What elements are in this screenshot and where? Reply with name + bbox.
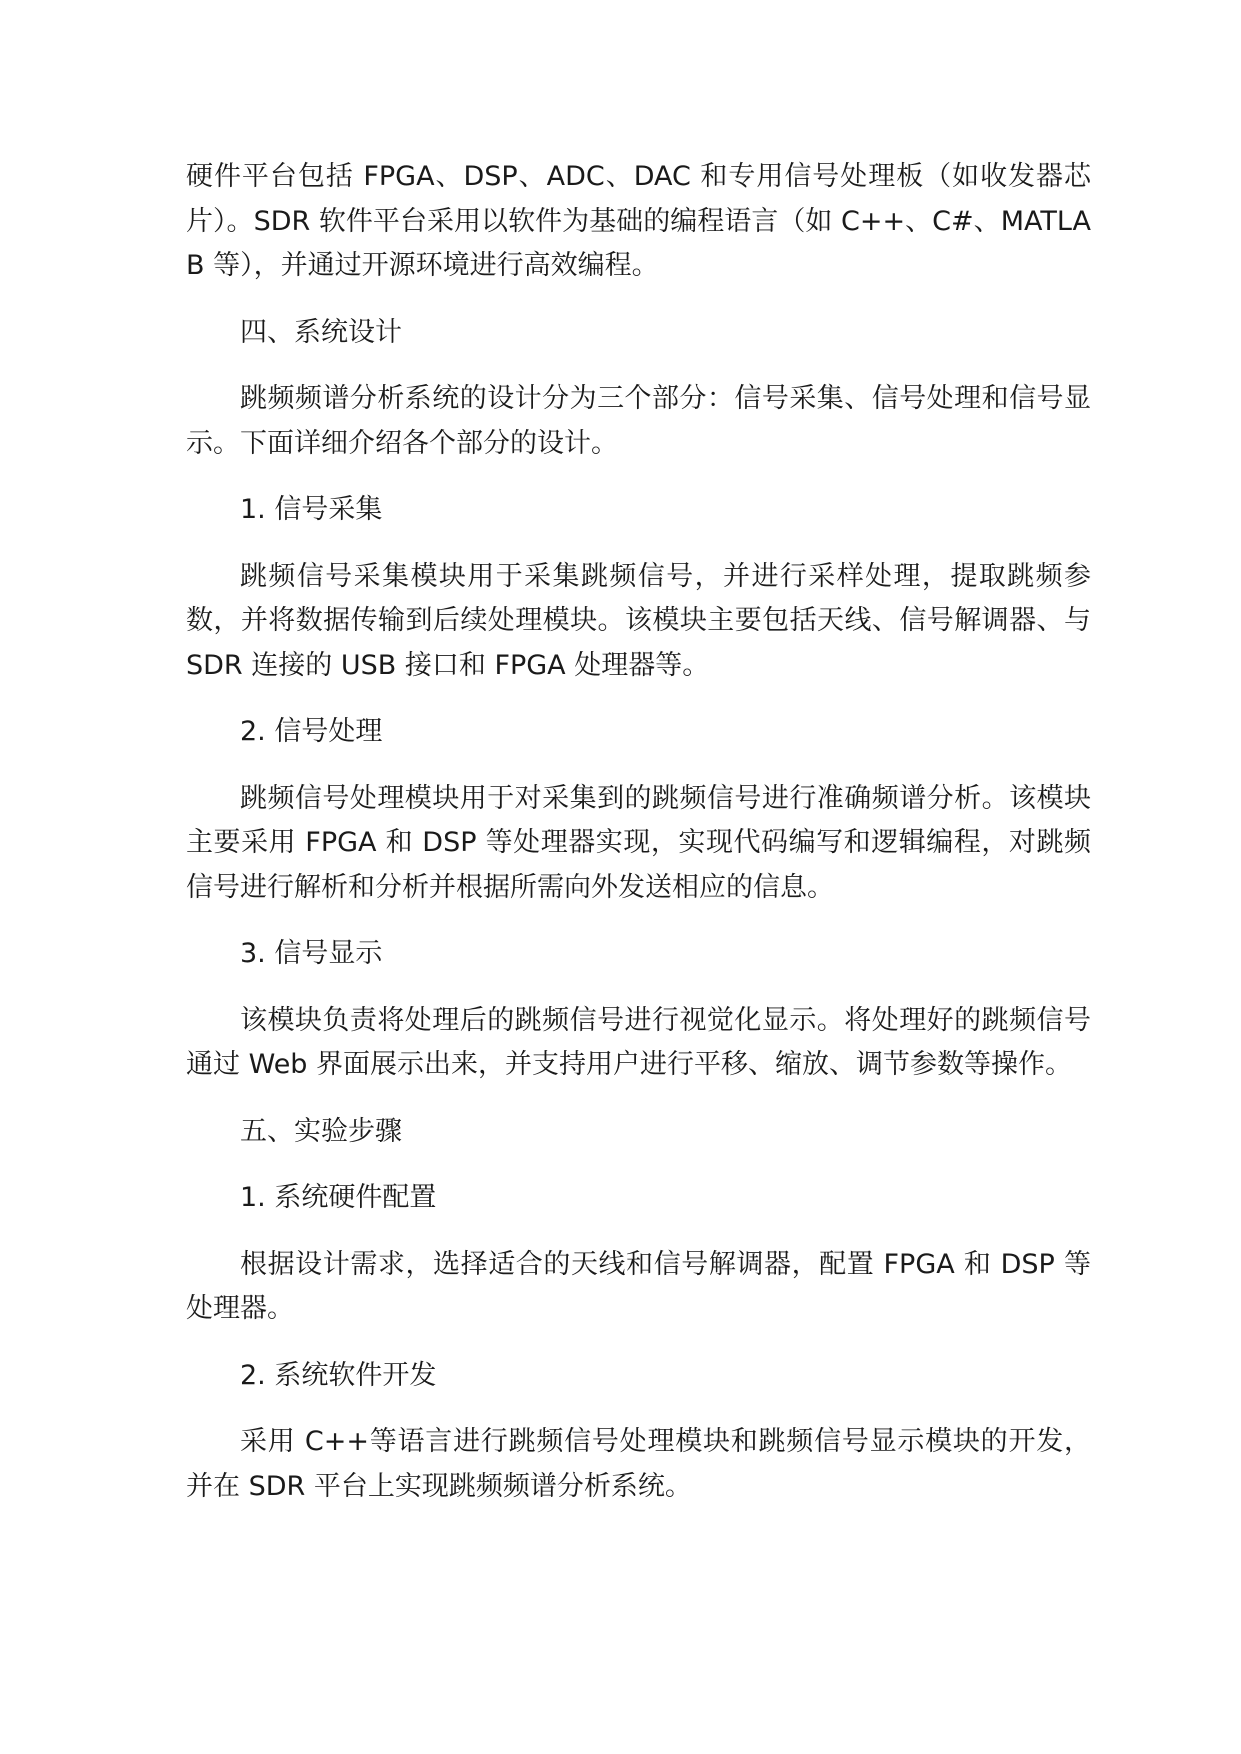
paragraph-system-design-intro: 跳频频谱分析系统的设计分为三个部分：信号采集、信号处理和信号显示。下面详细介绍各个部分的设计。 xyxy=(186,383,1091,459)
subheading-signal-acquisition: 1. 信号采集 xyxy=(240,494,383,525)
paragraph-hardware-config: 根据设计需求，选择适合的天线和信号解调器，配置 FPGA 和 DSP 等处理器。 xyxy=(186,1248,1091,1324)
paragraph-signal-processing: 跳频信号处理模块用于对采集到的跳频信号进行准确频谱分析。该模块主要采用 FPGA 和 DSP 等处理器实现，实现代码编写和逻辑编程，对跳频信号进行解析和分析并根据所需向外发送相应的信息。 xyxy=(186,782,1091,903)
section-heading-system-design: 四、系统设计 xyxy=(240,316,402,348)
paragraph-hardware-platform: 硬件平台包括 FPGA、DSP、ADC、DAC 和专用信号处理板（如收发器芯片）。SDR 软件平台采用以软件为基础的编程语言（如 C++、C#、MATLAB 等），并通过开源环境进行高效编程。 xyxy=(186,161,1091,281)
section-heading-experiment-steps: 五、实验步骤 xyxy=(240,1115,402,1147)
subheading-signal-processing: 2. 信号处理 xyxy=(240,716,383,747)
paragraph-signal-display: 该模块负责将处理后的跳频信号进行视觉化显示。将处理好的跳频信号通过 Web 界面展示出来，并支持用户进行平移、缩放、调节参数等操作。 xyxy=(186,1004,1091,1080)
subheading-software-development: 2. 系统软件开发 xyxy=(240,1359,437,1391)
subheading-signal-display: 3. 信号显示 xyxy=(240,938,383,969)
paragraph-software-development: 采用 C++等语言进行跳频信号处理模块和跳频信号显示模块的开发，并在 SDR 平台上实现跳频频谱分析系统。 xyxy=(186,1426,1091,1502)
paragraph-signal-acquisition: 跳频信号采集模块用于采集跳频信号，并进行采样处理，提取跳频参数，并将数据传输到后续处理模块。该模块主要包括天线、信号解调器、与 SDR 连接的 USB 接口和 FPGA 处理器等。 xyxy=(186,560,1091,681)
document-body xyxy=(186,155,1091,1531)
subheading-hardware-config: 1. 系统硬件配置 xyxy=(240,1182,437,1213)
